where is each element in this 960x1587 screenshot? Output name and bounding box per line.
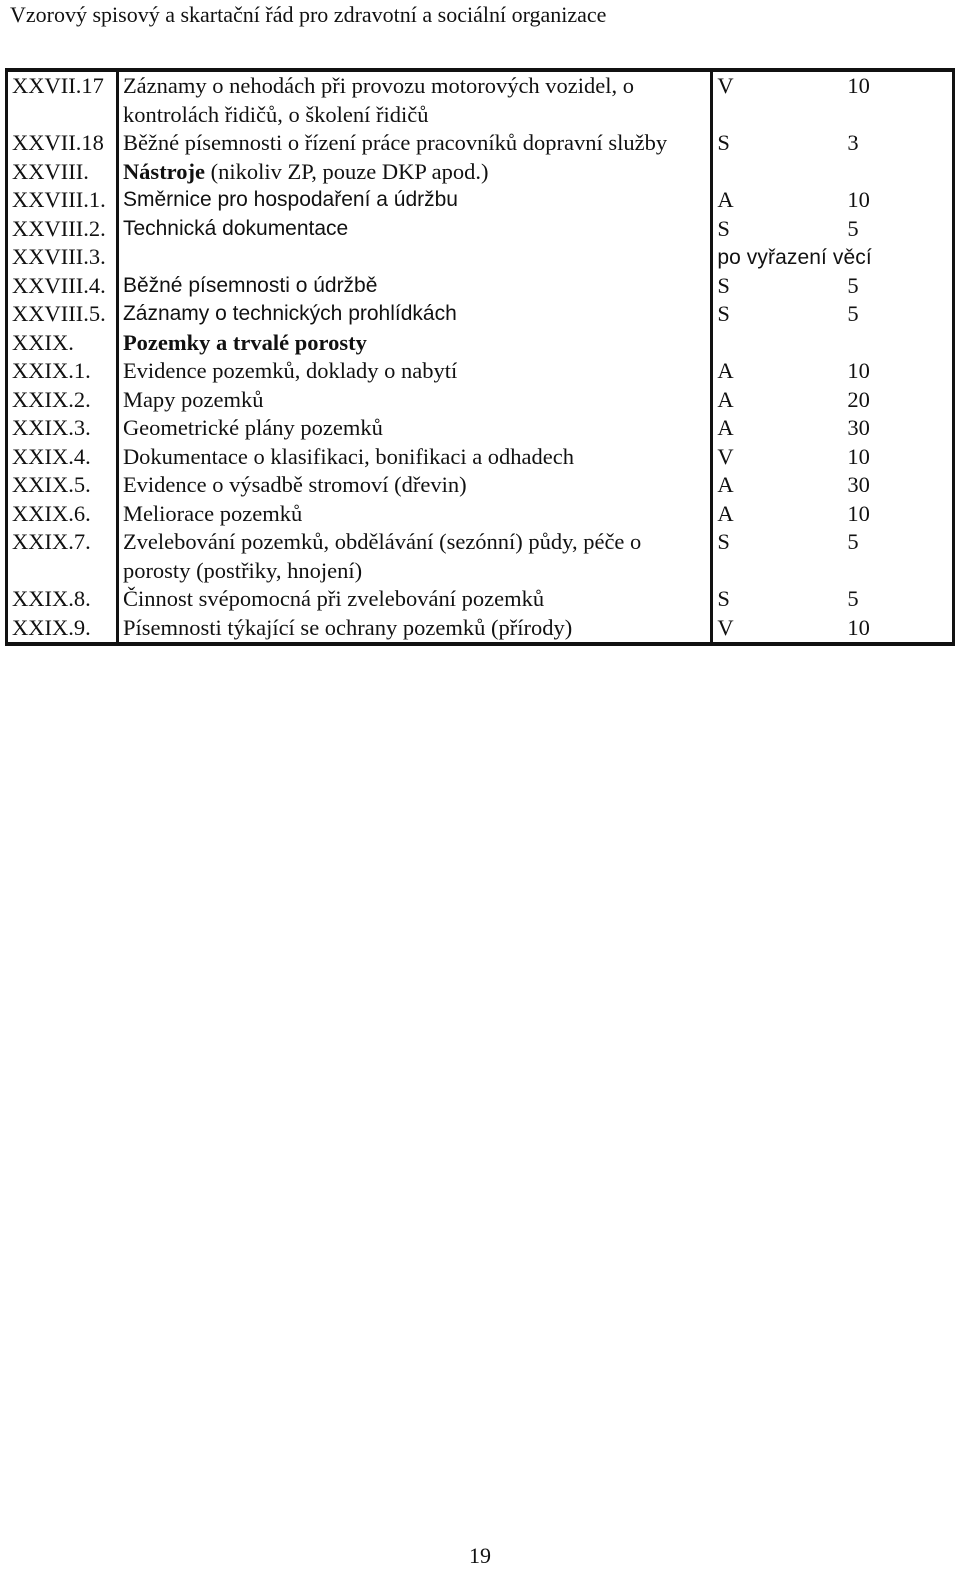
table-row — [7, 158, 954, 187]
shredding-mark: A — [717, 358, 734, 383]
record-description-text: Mapy pozemků — [122, 386, 264, 412]
record-code: XXIX.3. — [7, 414, 118, 443]
shredding-mark: S — [717, 272, 730, 298]
section-heading: Pozemky a trvalé porosty — [122, 329, 367, 355]
record-code: XXIX. — [7, 329, 118, 358]
retention-schedule-body — [7, 70, 954, 644]
table-row — [7, 585, 954, 614]
table-row — [7, 300, 954, 329]
retention-years: 3 — [847, 130, 859, 155]
record-description-text: Meliorace pozemků — [122, 500, 303, 526]
table-row — [7, 500, 954, 529]
retention-years: 10 — [847, 358, 870, 383]
page-number: 19 — [469, 1543, 491, 1568]
retention-mark-cell — [712, 158, 954, 187]
record-description-text: Směrnice pro hospodaření a údržbu — [122, 188, 458, 211]
retention-mark-cell — [712, 272, 954, 301]
record-description-text: Evidence o výsadbě stromoví (dřevin) — [122, 472, 467, 497]
retention-years: 10 — [847, 443, 870, 469]
record-description — [117, 500, 711, 529]
record-code: XXIX.1. — [7, 357, 118, 386]
shredding-mark: A — [717, 386, 734, 412]
retention-years: 10 — [847, 73, 870, 98]
retention-mark-wrap — [717, 443, 952, 472]
retention-mark-wrap — [717, 500, 952, 529]
retention-years: 30 — [847, 415, 870, 440]
retention-mark-cell — [712, 528, 954, 585]
table-row — [7, 329, 954, 358]
record-code: XXVIII.4. — [7, 272, 118, 301]
record-description — [117, 158, 711, 187]
table-row — [7, 129, 954, 158]
shredding-mark: S — [717, 130, 730, 155]
record-description-text: Běžné písemnosti o údržbě — [122, 273, 378, 297]
retention-mark-cell — [712, 614, 954, 645]
table-row — [7, 272, 954, 301]
shredding-mark: S — [717, 215, 730, 241]
record-description — [117, 614, 711, 645]
section-heading: Nástroje — [122, 158, 205, 184]
shredding-mark: A — [717, 187, 734, 212]
record-description-text: Činnost svépomocná při zvelebování pozemků — [122, 586, 545, 611]
table-row — [7, 243, 954, 272]
record-description — [117, 528, 711, 585]
retention-years: 20 — [847, 386, 870, 412]
retention-note: po vyřazení věcí — [717, 246, 872, 269]
retention-mark-cell — [712, 357, 954, 386]
retention-years: 10 — [847, 500, 870, 526]
retention-years: 10 — [847, 614, 870, 640]
retention-years: 5 — [847, 272, 859, 298]
record-description-text: Evidence pozemků, doklady o nabytí — [122, 358, 458, 383]
table-row — [7, 186, 954, 215]
retention-mark-wrap — [717, 585, 952, 614]
record-description — [117, 414, 711, 443]
table-row — [7, 414, 954, 443]
record-description — [117, 443, 711, 472]
record-code: XXIX.9. — [7, 614, 118, 645]
retention-years: 5 — [847, 215, 859, 241]
shredding-mark: V — [717, 73, 734, 98]
table-row — [7, 528, 954, 585]
shredding-mark: V — [717, 443, 734, 469]
record-code: XXIX.2. — [7, 386, 118, 415]
record-description — [117, 129, 711, 158]
shredding-mark: S — [717, 301, 730, 326]
retention-mark-wrap — [717, 243, 952, 272]
retention-mark-cell — [712, 500, 954, 529]
retention-mark-cell — [712, 243, 954, 272]
shredding-mark: S — [717, 586, 730, 611]
retention-mark-cell — [712, 300, 954, 329]
table-row — [7, 386, 954, 415]
record-code: XXVIII.1. — [7, 186, 118, 215]
table-row — [7, 215, 954, 244]
retention-mark-wrap — [717, 386, 952, 415]
record-code: XXVIII. — [7, 158, 118, 187]
record-code: XXVIII.5. — [7, 300, 118, 329]
table-row — [7, 357, 954, 386]
record-description — [117, 300, 711, 329]
retention-schedule-table — [5, 68, 955, 646]
record-description — [117, 215, 711, 244]
retention-mark-cell — [712, 329, 954, 358]
record-code: XXIX.4. — [7, 443, 118, 472]
retention-mark-wrap — [717, 215, 952, 244]
shredding-mark: A — [717, 415, 734, 440]
record-description-text: Technická dokumentace — [122, 216, 349, 240]
retention-mark-cell — [712, 414, 954, 443]
retention-mark-wrap — [717, 272, 952, 301]
retention-mark-wrap — [717, 414, 952, 443]
retention-mark-cell — [712, 186, 954, 215]
retention-mark-cell — [712, 215, 954, 244]
retention-mark-wrap — [717, 357, 952, 386]
retention-mark-cell — [712, 471, 954, 500]
record-description-text: Písemnosti týkající se ochrany pozemků (přírody) — [122, 614, 573, 640]
shredding-mark: V — [717, 614, 734, 640]
retention-mark-wrap — [717, 129, 952, 158]
retention-years: 5 — [847, 586, 859, 611]
retention-mark-wrap — [717, 186, 952, 215]
retention-mark-wrap — [717, 72, 952, 101]
record-description-text: Dokumentace o klasifikaci, bonifikaci a odhadech — [122, 443, 575, 469]
record-description-text: Zvelebování pozemků, obdělávání (sezónní) půdy, péče o porosty (postřiky, hnojení) — [122, 529, 642, 583]
retention-mark-cell — [712, 70, 954, 129]
record-code: XXVIII.3. — [7, 243, 118, 272]
retention-mark-wrap — [717, 329, 952, 358]
record-code: XXIX.7. — [7, 528, 118, 585]
retention-years: 5 — [847, 301, 859, 326]
record-description-text: Běžné písemnosti o řízení práce pracovníků dopravní služby — [122, 130, 668, 155]
record-code: XXVII.17 — [7, 70, 118, 129]
record-code: XXIX.8. — [7, 585, 118, 614]
retention-mark-wrap — [717, 158, 952, 187]
record-code: XXIX.5. — [7, 471, 118, 500]
retention-mark-cell — [712, 585, 954, 614]
shredding-mark: S — [717, 529, 730, 554]
table-row — [7, 443, 954, 472]
record-description — [117, 386, 711, 415]
retention-mark-wrap — [717, 300, 952, 329]
table-row — [7, 70, 954, 129]
shredding-mark: A — [717, 500, 734, 526]
record-description-text: Geometrické plány pozemků — [122, 415, 383, 440]
record-description-text: Záznamy o technických prohlídkách — [122, 302, 457, 325]
section-heading-note: (nikoliv ZP, pouze DKP apod.) — [205, 158, 489, 184]
shredding-mark: A — [717, 472, 734, 497]
record-description — [117, 329, 711, 358]
retention-mark-wrap — [717, 528, 952, 557]
retention-years: 5 — [847, 529, 859, 554]
table-row — [7, 471, 954, 500]
retention-mark-wrap — [717, 471, 952, 500]
record-description — [117, 357, 711, 386]
record-description — [117, 471, 711, 500]
retention-mark-cell — [712, 443, 954, 472]
record-code: XXIX.6. — [7, 500, 118, 529]
retention-years: 30 — [847, 472, 870, 497]
retention-years: 10 — [847, 187, 870, 212]
record-description — [117, 272, 711, 301]
page-header: Vzorový spisový a skartační řád pro zdravotní a sociální organizace — [10, 2, 607, 27]
record-description — [117, 70, 711, 129]
retention-mark-wrap — [717, 614, 952, 643]
record-description — [117, 186, 711, 215]
retention-mark-cell — [712, 129, 954, 158]
record-description — [117, 243, 711, 272]
record-code: XXVII.18 — [7, 129, 118, 158]
record-description — [117, 585, 711, 614]
table-row — [7, 614, 954, 645]
retention-mark-cell — [712, 386, 954, 415]
record-description-text: Záznamy o nehodách při provozu motorových vozidel, o kontrolách řidičů, o školení řidičů — [122, 73, 635, 127]
record-code: XXVIII.2. — [7, 215, 118, 244]
